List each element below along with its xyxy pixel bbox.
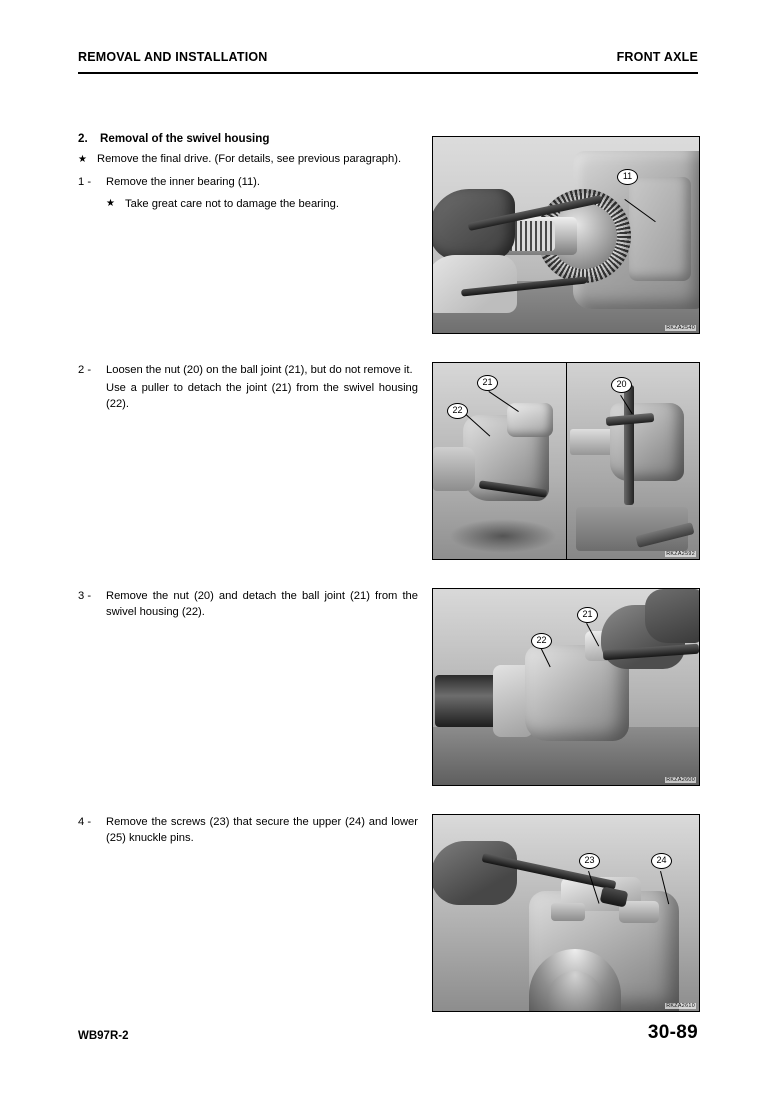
star-bullet-icon: ★ xyxy=(106,198,115,210)
section-4-step-text: Remove the screws (23) that secure the upper (24) and lower (25) knuckle pins. xyxy=(106,816,418,844)
callout-11: 11 xyxy=(617,169,638,185)
callout-21: 21 xyxy=(577,607,598,623)
section-1-note-text: Remove the final drive. (For details, see previous paragraph). xyxy=(97,153,402,166)
section-2-step-label: 2 - xyxy=(78,364,92,376)
callout-22: 22 xyxy=(447,403,468,419)
section-4-step-label: 4 - xyxy=(78,816,92,828)
section-2-step-text-1: Loosen the nut (20) on the ball joint (21), but do not remove it. xyxy=(106,364,413,376)
header-divider xyxy=(78,72,698,74)
section-3-step-text: Remove the nut (20) and detach the ball joint (21) from the swivel housing (22). xyxy=(106,590,418,618)
callout-24: 24 xyxy=(651,853,672,869)
section-2-text xyxy=(78,363,418,415)
section-2-step xyxy=(78,363,418,379)
callout-21: 21 xyxy=(477,375,498,391)
figure-2-code: RKZA2592 xyxy=(666,551,695,557)
section-2-step-text-2: Use a puller to detach the joint (21) from the swivel housing (22). xyxy=(106,381,418,410)
header-left-title: REMOVAL AND INSTALLATION xyxy=(78,50,268,64)
section-1-step-label: 1 - xyxy=(78,176,92,189)
section-4-text xyxy=(78,815,418,849)
page-header xyxy=(78,50,698,64)
section-1-substep-text: Take great care not to damage the bearing. xyxy=(125,198,339,211)
figure-3-code: RKZA2600 xyxy=(666,777,695,783)
section-3-step xyxy=(78,589,418,621)
figure-1 xyxy=(432,136,700,334)
figure-4-photo xyxy=(433,815,699,1011)
figure-4 xyxy=(432,814,700,1012)
figure-3 xyxy=(432,588,700,786)
section-1-heading xyxy=(78,131,418,147)
footer-model: WB97R-2 xyxy=(78,1030,129,1042)
star-bullet-icon: ★ xyxy=(78,154,87,166)
figure-4-code: RKZA2610 xyxy=(666,1003,695,1009)
section-2-step-cont xyxy=(78,381,418,413)
section-1-step xyxy=(78,175,418,191)
section-4-step xyxy=(78,815,418,847)
section-3-step-label: 3 - xyxy=(78,590,92,602)
figure-1-photo xyxy=(433,137,699,333)
section-1-title: Removal of the swivel housing xyxy=(100,132,270,145)
figure-2 xyxy=(432,362,700,560)
callout-23: 23 xyxy=(579,853,600,869)
section-3-text xyxy=(78,589,418,623)
callout-20: 20 xyxy=(611,377,632,393)
section-1-number: 2. xyxy=(78,132,88,145)
section-1-note xyxy=(78,152,418,168)
figure-1-code: RKZA2540 xyxy=(666,325,695,331)
callout-22: 22 xyxy=(531,633,552,649)
figure-3-photo xyxy=(433,589,699,785)
header-right-title: FRONT AXLE xyxy=(616,50,698,64)
figure-2-divider xyxy=(566,363,567,559)
section-1-step-text: Remove the inner bearing (11). xyxy=(106,176,261,189)
footer-page-number: 30-89 xyxy=(647,1022,698,1043)
section-1-substep xyxy=(106,197,418,213)
section-1-text xyxy=(78,131,418,213)
